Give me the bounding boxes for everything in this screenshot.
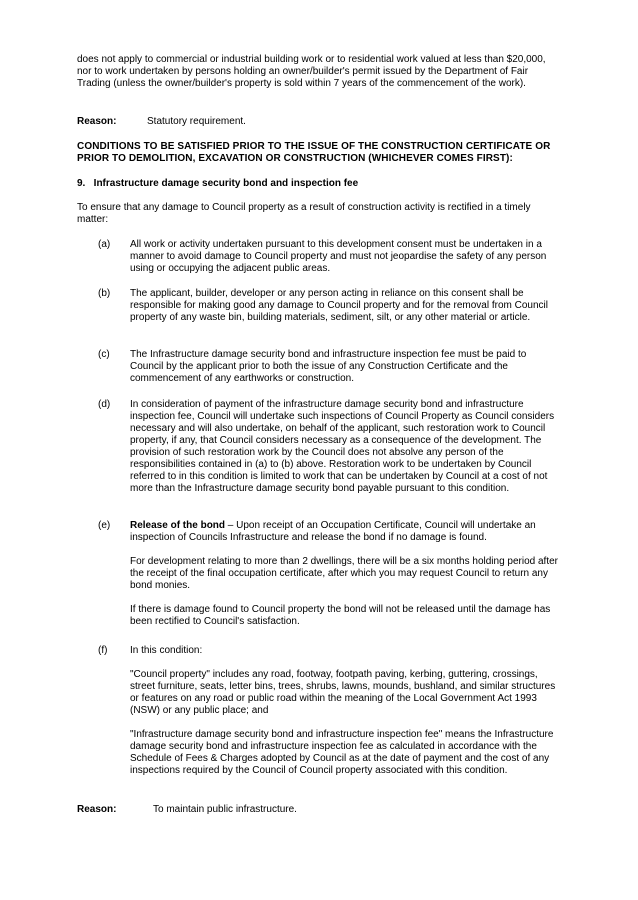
item-text: In consideration of payment of the infrastructure damage security bond and infrastructure inspection fee, Council will undertake such inspections of Council Property as Council considers necessary and will also undertake, on behalf of the applicant, such restoration work to Council property, if any, that Council considers necessary as a consequence of the development. The provision of such restoration work by the Council does not absolve any person of the responsibilities contained in (a) to (b) above. Restoration work to be undertaken by Council referred to in this condition is limited to work that can be undertaken by Council at a cost of not more than the Infrastructure damage security bond payable pursuant to this condition.: [130, 399, 555, 494]
condition-item-b: [98, 288, 561, 324]
reason-text: Statutory requirement.: [147, 116, 246, 127]
condition-item-c: [98, 349, 561, 385]
item-text: The Infrastructure damage security bond and infrastructure inspection fee must be paid to Council by the applicant prior to both the issue of any Construction Certificate and the commencement of any earthworks or construction.: [130, 349, 527, 384]
reason-statutory: [77, 116, 561, 128]
reason-label: Reason:: [77, 116, 117, 127]
intro-paragraph: does not apply to commercial or industrial building work or to residential work valued at less than $20,000, nor to work undertaken by persons holding an owner/builder's permit issued by the Department of Fair Trading (unless the owner/builder's property is sold within 7 years of the commencement of the work).: [77, 54, 546, 89]
condition-title: 9. Infrastructure damage security bond and inspection fee: [77, 178, 359, 189]
item-paragraph: If there is damage found to Council property the bond will not be released until the damage has been rectified to Council's satisfaction.: [130, 604, 551, 627]
item-label: (a): [98, 239, 111, 250]
conditions-heading: CONDITIONS TO BE SATISFIED PRIOR TO THE ISSUE OF THE CONSTRUCTION CERTIFICATE OR PRIOR TO DEMOLITION, EXCAVATION OR CONSTRUCTION (WHICHEVER COMES FIRST):: [77, 141, 551, 164]
item-paragraph: "Council property" includes any road, footway, footpath paving, kerbing, guttering, crossings, street furniture, seats, letter bins, trees, shrubs, lawns, mounds, bushland, and similar structures or features on any road or public road within the meaning of the Local Government Act 1993 (NSW) or any public place; and: [130, 669, 556, 716]
condition-item-d: [98, 399, 561, 495]
reason-infrastructure: [77, 804, 561, 816]
item-label: (d): [98, 399, 111, 410]
item-text: All work or activity undertaken pursuant to this development consent must be undertaken in a manner to avoid damage to Council property and must not jeopardise the safety of any person using or occupying the adjacent public areas.: [130, 239, 547, 274]
reason-label: Reason:: [77, 804, 117, 815]
item-text: [130, 520, 561, 544]
condition-item-e: [98, 520, 561, 628]
item-label: (c): [98, 349, 110, 360]
item-text: In this condition:: [130, 645, 203, 656]
release-bond-text: – Upon receipt of an Occupation Certificate, Council will undertake an inspection of Councils Infrastructure and release the bond if no damage is found.: [130, 520, 536, 543]
condition-intro: To ensure that any damage to Council property as a result of construction activity is rectified in a timely matter:: [77, 202, 531, 225]
condition-item-a: [98, 239, 561, 275]
reason-text: To maintain public infrastructure.: [153, 804, 297, 815]
item-paragraph: For development relating to more than 2 dwellings, there will be a six months holding period after the receipt of the final occupation certificate, after which you may request Council to return any bond monies.: [130, 556, 559, 591]
item-text: The applicant, builder, developer or any person acting in reliance on this consent shall be responsible for making good any damage to Council property and for the removal from Council property of any waste bin, building materials, sediment, silt, or any other material or article.: [130, 288, 548, 323]
release-bond-lead: Release of the bond: [130, 520, 226, 531]
item-label: (f): [98, 645, 108, 656]
item-paragraph: "Infrastructure damage security bond and infrastructure inspection fee" means the Infrastructure damage security bond and infrastructure inspection fee as calculated in accordance with the Schedule of Fees & Charges adopted by Council as at the date of payment and the cost of any inspections required by the Council of Council property associated with this condition.: [130, 729, 554, 776]
item-label: (b): [98, 288, 111, 299]
condition-item-f: [98, 645, 561, 777]
item-label: (e): [98, 520, 111, 531]
